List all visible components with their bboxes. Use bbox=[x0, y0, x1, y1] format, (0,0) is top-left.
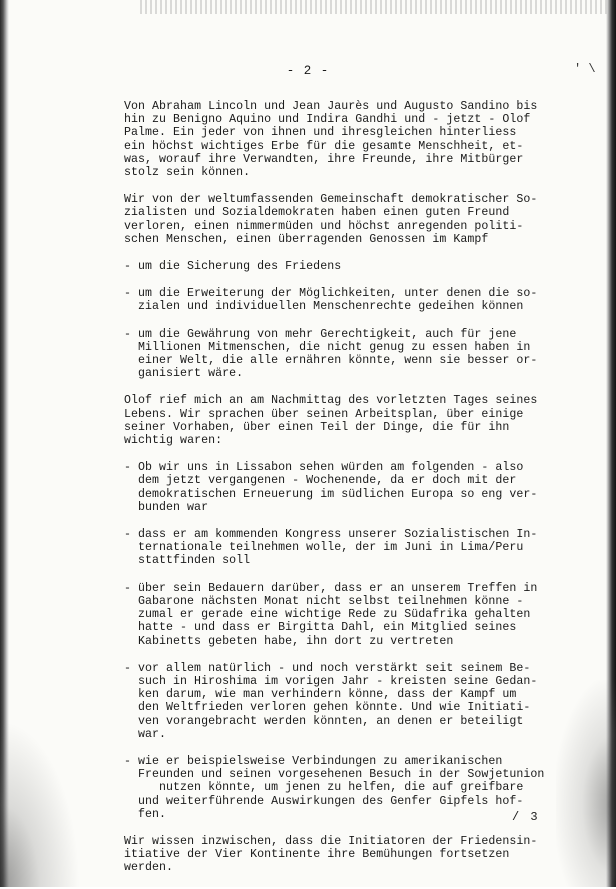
scan-smudge-bottom-left bbox=[0, 720, 80, 887]
page-number: - 2 - bbox=[286, 64, 330, 78]
bullet-item bbox=[124, 328, 544, 381]
scan-edge-top bbox=[140, 0, 610, 14]
text-line: Palme. Ein jeder von ihnen und ihresgleichen hinterliess bbox=[124, 126, 517, 140]
bullet-text bbox=[124, 755, 544, 821]
paragraph bbox=[124, 394, 544, 447]
paragraph bbox=[124, 835, 544, 875]
text-line: bunden war bbox=[138, 500, 209, 514]
text-line: stattfinden soll bbox=[138, 554, 251, 568]
text-line: Kabinetts gebeten habe, ihn dort zu vertreten bbox=[138, 634, 454, 648]
text-line: nutzen könnte, um jenen zu helfen, die auf greifbare bbox=[138, 781, 524, 795]
text-line: werden. bbox=[124, 861, 174, 875]
text-line: seiner Vorhaben, über einen Teil der Dinge, die für ihn bbox=[124, 420, 510, 434]
bullet-dash: - bbox=[124, 327, 132, 341]
text-line: stolz sein können. bbox=[124, 166, 251, 180]
text-line: Wir von der weltumfassenden Gemeinschaft demokratischer So- bbox=[124, 193, 538, 207]
text-line: den Weltfrieden verloren gehen könnte. Und wie Initiati- bbox=[138, 701, 531, 715]
text-line: Millionen Mitmenschen, die nicht genug zu essen haben in bbox=[138, 340, 531, 354]
text-line: um die Gewährung von mehr Gerechtigkeit, auch für jene bbox=[138, 327, 517, 341]
bullet-item bbox=[124, 287, 544, 313]
bullet-item bbox=[124, 662, 544, 741]
text-line: um die Erweiterung der Möglichkeiten, unter denen die so- bbox=[138, 287, 538, 301]
bullet-text bbox=[124, 461, 544, 514]
text-line: Von Abraham Lincoln und Jean Jaurès und Augusto Sandino bis bbox=[124, 100, 538, 113]
text-line: such in Hiroshima im vorigen Jahr - kreisten seine Gedan- bbox=[138, 674, 538, 688]
text-line: zialisten und Sozialdemokraten haben einen guten Freund bbox=[124, 206, 510, 220]
bullet-dash: - bbox=[124, 661, 132, 675]
text-line: Lebens. Wir sprachen über seinen Arbeitsplan, über einige bbox=[124, 407, 524, 421]
bullet-text bbox=[124, 582, 544, 648]
text-line: vor allem natürlich - und noch verstärkt seit seinem Be- bbox=[138, 661, 531, 675]
corner-mark: ' \ bbox=[574, 62, 596, 76]
text-line: Olof rief mich an am Nachmittag des vorletzten Tages seines bbox=[124, 394, 538, 408]
text-line: Wir wissen inzwischen, dass die Initiatoren der Friedensin- bbox=[124, 834, 538, 848]
text-line: über sein Bedauern darüber, dass er an unserem Treffen in bbox=[138, 581, 538, 595]
bullet-dash: - bbox=[124, 260, 132, 274]
text-line: und weiterführende Auswirkungen des Genfer Gipfels hof- bbox=[138, 794, 524, 808]
text-line: dass er am kommenden Kongress unserer Sozialistischen In- bbox=[138, 528, 538, 542]
text-line: dem jetzt vergangenen - Wochenende, da er doch mit der bbox=[138, 474, 517, 488]
text-line: ternationale teilnehmen wolle, der im Juni in Lima/Peru bbox=[138, 541, 524, 555]
text-line: verloren, einen nimmermüden und höchst anregenden politi- bbox=[124, 219, 524, 233]
text-line: ganisiert wäre. bbox=[138, 367, 244, 381]
text-line: was, worauf ihre Verwandten, ihre Freunde, ihre Mitbürger bbox=[124, 152, 524, 166]
text-line: hatte - und dass er Birgitta Dahl, ein Mitglied seines bbox=[138, 621, 517, 635]
text-line: wie er beispielsweise Verbindungen zu amerikanischen bbox=[138, 754, 503, 768]
bullet-dash: - bbox=[124, 528, 132, 542]
bullet-text bbox=[124, 260, 544, 273]
text-line: demokratischen Erneuerung im südlichen Europa so eng ver- bbox=[138, 487, 538, 501]
text-line: zialen und individuellen Menschenrechte gedeihen können bbox=[138, 300, 524, 314]
letter-body bbox=[124, 100, 544, 889]
text-line: fen. bbox=[138, 807, 167, 821]
bullet-dash: - bbox=[124, 754, 132, 768]
text-line: zumal er gerade eine wichtige Rede zu Südafrika gehalten bbox=[138, 608, 531, 622]
scan-smudge-bottom-right bbox=[556, 680, 616, 887]
paragraph bbox=[124, 193, 544, 246]
text-line: ein höchst wichtiges Erbe für die gesamte Menschheit, et- bbox=[124, 139, 524, 153]
text-line: schen Menschen, einen überragenden Genossen im Kampf bbox=[124, 232, 489, 246]
text-line: um die Sicherung des Friedens bbox=[138, 260, 342, 274]
bullet-item bbox=[124, 582, 544, 648]
bullet-item bbox=[124, 461, 544, 514]
text-line: Freunden und seinen vorgesehenen Besuch in der Sowjetunion bbox=[138, 768, 545, 782]
bullet-text bbox=[124, 662, 544, 741]
text-line: wichtig waren: bbox=[124, 434, 223, 448]
bullet-dash: - bbox=[124, 287, 132, 301]
text-line: einer Welt, die alle ernähren könnte, wenn sie besser or- bbox=[138, 354, 538, 368]
bullet-item bbox=[124, 528, 544, 568]
text-line: hin zu Benigno Aquino und Indira Gandhi und - jetzt - Olof bbox=[124, 113, 531, 127]
continuation-mark: / 3 bbox=[512, 810, 540, 824]
text-line: itiative der Vier Kontinente ihre Bemühungen fortsetzen bbox=[124, 848, 510, 862]
bullet-text bbox=[124, 287, 544, 313]
bullet-dash: - bbox=[124, 581, 132, 595]
bullet-dash: - bbox=[124, 461, 132, 475]
bullet-text bbox=[124, 528, 544, 568]
text-line: Ob wir uns in Lissabon sehen würden am folgenden - also bbox=[138, 461, 524, 475]
bullet-item bbox=[124, 260, 544, 273]
paragraph bbox=[124, 100, 544, 179]
text-line: Gabarone nächsten Monat nicht selbst teilnehmen könne - bbox=[138, 594, 524, 608]
text-line: ken darum, wie man verhindern könne, dass der Kampf um bbox=[138, 688, 517, 702]
bullet-text bbox=[124, 328, 544, 381]
text-line: war. bbox=[138, 727, 167, 741]
text-line: ven vorangebracht werden könnten, an denen er beteiligt bbox=[138, 714, 524, 728]
bullet-item bbox=[124, 755, 544, 821]
